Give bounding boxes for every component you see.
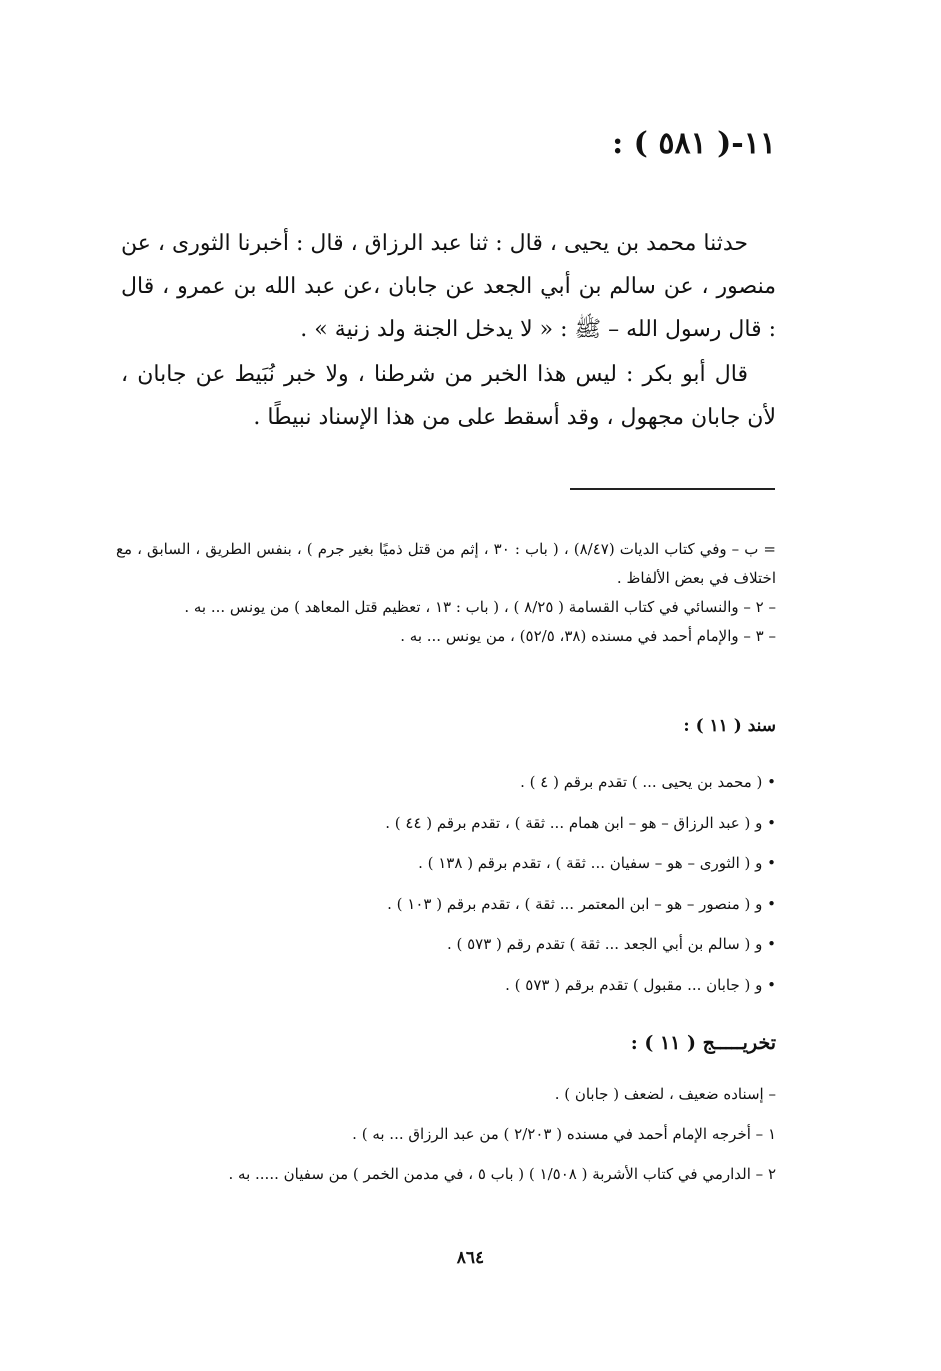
footnote-divider <box>570 488 775 490</box>
list-item: • و ( الثورى – هو – سفيان ... ثقة ) ، تقدم برقم ( ١٣٨ ) . <box>418 854 776 872</box>
list-item: ١ – أخرجه الإمام أحمد في مسنده ( ٢/٢٠٣ ) من عبد الرزاق ... به ) . <box>352 1125 776 1143</box>
footnote: – ٢ – والنسائي في كتاب القسامة ( ٨/٢٥ ) ، ( باب : ١٣ ، تعظيم قتل المعاهد ) من يونس ... به . <box>184 598 776 616</box>
takhrij-list <box>136 1074 776 1194</box>
hadith-number-heading: ١١-( ٥٨١ ) : <box>612 126 776 161</box>
sanad-title: سند ( ١١ ) : <box>683 716 776 736</box>
footnote: = ب – وفي كتاب الديات (٨/٤٧) ، ( باب : ٣٠ ، إثم من قتل ذميًا بغير جرم ) ، بنفس الطريق ، السابق ، مع اختلاف في بعض الألفاظ . <box>116 540 776 587</box>
list-item: • و ( عبد الرزاق – هو – ابن همام ... ثقة ) ، تقدم برقم ( ٤٤ ) . <box>385 813 776 832</box>
list-item: – إسناده ضعيف ، لضعف ( جابان ) . <box>554 1085 776 1103</box>
hadith-commentary: قال أبو بكر : ليس هذا الخبر من شرطنا ، ولا خبر نُبَيط عن جابان ، لأن جابان مجهول ، وقد أسقط على من هذا الإسناد نبيطًا . <box>121 362 776 430</box>
list-item: • و ( جابان ... مقبول ) تقدم برقم ( ٥٧٣ ) . <box>505 975 776 994</box>
page-number: ٨٦٤ <box>456 1248 485 1268</box>
list-item: • و ( منصور – هو – ابن المعتمر ... ثقة ) ، تقدم برقم ( ١٠٣ ) . <box>387 894 776 913</box>
footnote: – ٣ – والإمام أحمد في مسنده (٣٨، ٥٢/٥) ، من يونس ... به . <box>400 627 776 645</box>
list-item: • ( محمد بن يحيى ... ) تقدم برقم ( ٤ ) . <box>520 773 776 791</box>
takhrij-title: تخريـــــج ( ١١ ) : <box>630 1032 776 1054</box>
sanad-list <box>176 762 776 1005</box>
list-item: • و ( سالم بن أبي الجعد ... ثقة ) تقدم رقم ( ٥٧٣ ) . <box>446 935 776 953</box>
list-item: ٢ – الدارمي في كتاب الأشربة ( ١/٥٠٨ ) ( باب ٥ ، في مدمن الخمر ) من سفيان ..... به . <box>228 1165 776 1183</box>
hadith-text <box>121 222 776 439</box>
footnotes <box>116 535 776 651</box>
hadith-paragraph: حدثنا محمد بن يحيى ، قال : ثنا عبد الرزاق ، قال : أخبرنا الثورى ، عن منصور ، عن سالم بن أبي الجعد عن جابان ،عن عبد الله بن عمرو ، قال : قال رسول الله – ﷺ : « لا يدخل الجنة ولد زنية » . <box>121 231 776 342</box>
